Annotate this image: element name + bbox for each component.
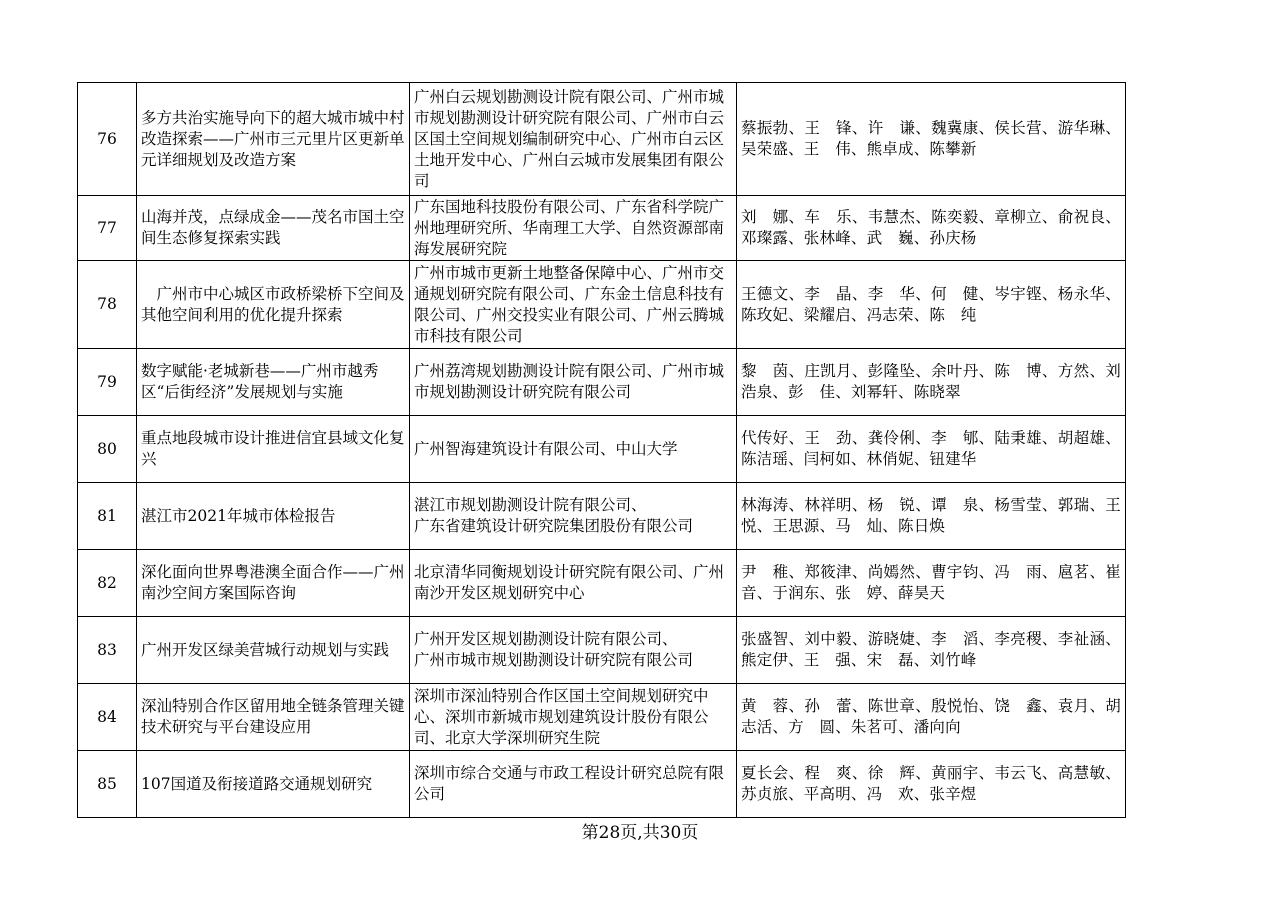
team-members: 黄 蓉、孙 蕾、陈世章、殷悦怡、饶 鑫、袁月、胡志活、方 圆、朱茗可、潘向向 — [737, 684, 1126, 751]
row-number: 83 — [78, 617, 137, 684]
row-number: 80 — [78, 416, 137, 483]
row-number: 81 — [78, 483, 137, 550]
team-members: 尹 稚、郑筱津、尚嫣然、曹宇钧、冯 雨、扈茗、崔 音、于润东、张 婷、薛昊天 — [737, 550, 1126, 617]
organizations: 广州白云规划勘测设计院有限公司、广州市城市规划勘测设计研究院有限公司、广州市白云区国土空间规划编制研究中心、广州市白云区土地开发中心、广州白云城市发展集团有限公司 — [410, 83, 737, 196]
row-number: 79 — [78, 349, 137, 416]
table-row — [78, 550, 1126, 617]
table-row — [78, 261, 1126, 349]
organizations: 广东国地科技股份有限公司、广东省科学院广州地理研究所、华南理工大学、自然资源部南海发展研究院 — [410, 196, 737, 261]
project-title: 深汕特别合作区留用地全链条管理关键技术研究与平台建设应用 — [137, 684, 410, 751]
row-number: 84 — [78, 684, 137, 751]
team-members: 蔡振勃、王 锋、许 谦、魏冀康、侯长营、游华琳、吴荣盛、王 伟、熊卓成、陈攀新 — [737, 83, 1126, 196]
page-number: 第28页,共30页 — [581, 823, 699, 843]
table-row — [78, 416, 1126, 483]
table-row — [78, 196, 1126, 261]
table-row — [78, 617, 1126, 684]
table-row — [78, 684, 1126, 751]
project-title: 湛江市2021年城市体检报告 — [137, 483, 410, 550]
organizations: 湛江市规划勘测设计院有限公司、 广东省建筑设计研究院集团股份有限公司 — [410, 483, 737, 550]
organizations: 广州开发区规划勘测设计院有限公司、 广州市城市规划勘测设计研究院有限公司 — [410, 617, 737, 684]
table-row — [78, 751, 1126, 818]
table-body — [78, 83, 1137, 818]
organizations: 广州智海建筑设计有限公司、中山大学 — [410, 416, 737, 483]
team-members: 夏长会、程 爽、徐 辉、黄丽宇、韦云飞、高慧敏、苏贞旅、平高明、冯 欢、张辛煜 — [737, 751, 1126, 818]
team-members: 张盛智、刘中毅、游晓婕、李 滔、李亮稷、李祉涵、熊定伊、王 强、宋 磊、刘竹峰 — [737, 617, 1126, 684]
row-number: 77 — [78, 196, 137, 261]
table-row — [78, 483, 1126, 550]
organizations: 广州荔湾规划勘测设计院有限公司、广州市城市规划勘测设计研究院有限公司 — [410, 349, 737, 416]
project-title: 深化面向世界粤港澳全面合作——广州南沙空间方案国际咨询 — [137, 550, 410, 617]
organizations: 深圳市深汕特别合作区国土空间规划研究中心、深圳市新城市规划建筑设计股份有限公司、北京大学深圳研究生院 — [410, 684, 737, 751]
team-members: 王德文、李 晶、李 华、何 健、岑宇铿、杨永华、陈玫妃、梁耀启、冯志荣、陈 纯 — [737, 261, 1126, 349]
project-title: 数字赋能·老城新巷——广州市越秀区“后街经济”发展规划与实施 — [137, 349, 410, 416]
team-members: 代传好、王 劲、龚伶俐、李 郇、陆秉雄、胡超雄、陈洁瑶、闫柯如、林俏妮、钮建华 — [737, 416, 1126, 483]
project-title: 107国道及衔接道路交通规划研究 — [137, 751, 410, 818]
award-table — [77, 82, 1137, 818]
project-title: 广州市中心城区市政桥梁桥下空间及其他空间利用的优化提升探索 — [137, 261, 410, 349]
project-title: 山海并茂，点绿成金——茂名市国土空间生态修复探索实践 — [137, 196, 410, 261]
project-title: 多方共治实施导向下的超大城市城中村改造探索——广州市三元里片区更新单元详细规划及改造方案 — [137, 83, 410, 196]
organizations: 深圳市综合交通与市政工程设计研究总院有限公司 — [410, 751, 737, 818]
team-members: 刘 娜、车 乐、韦慧杰、陈奕毅、章柳立、俞祝良、邓璨露、张林峰、武 巍、孙庆杨 — [737, 196, 1126, 261]
row-number: 82 — [78, 550, 137, 617]
row-number: 76 — [78, 83, 137, 196]
row-number: 85 — [78, 751, 137, 818]
table-row — [78, 83, 1126, 196]
row-number: 78 — [78, 261, 137, 349]
organizations: 北京清华同衡规划设计研究院有限公司、广州南沙开发区规划研究中心 — [410, 550, 737, 617]
table-row — [78, 349, 1126, 416]
organizations: 广州市城市更新土地整备保障中心、广州市交通规划研究院有限公司、广东金土信息科技有限公司、广州交投实业有限公司、广州云腾城市科技有限公司 — [410, 261, 737, 349]
team-members: 黎 茵、庄凯月、彭隆坠、余叶丹、陈 博、方然、刘浩泉、彭 佳、刘幂轩、陈晓翠 — [737, 349, 1126, 416]
project-title: 重点地段城市设计推进信宜县域文化复兴 — [137, 416, 410, 483]
team-members: 林海涛、林祥明、杨 锐、谭 泉、杨雪莹、郭瑞、王 悦、王思源、马 灿、陈日焕 — [737, 483, 1126, 550]
project-title: 广州开发区绿美营城行动规划与实践 — [137, 617, 410, 684]
